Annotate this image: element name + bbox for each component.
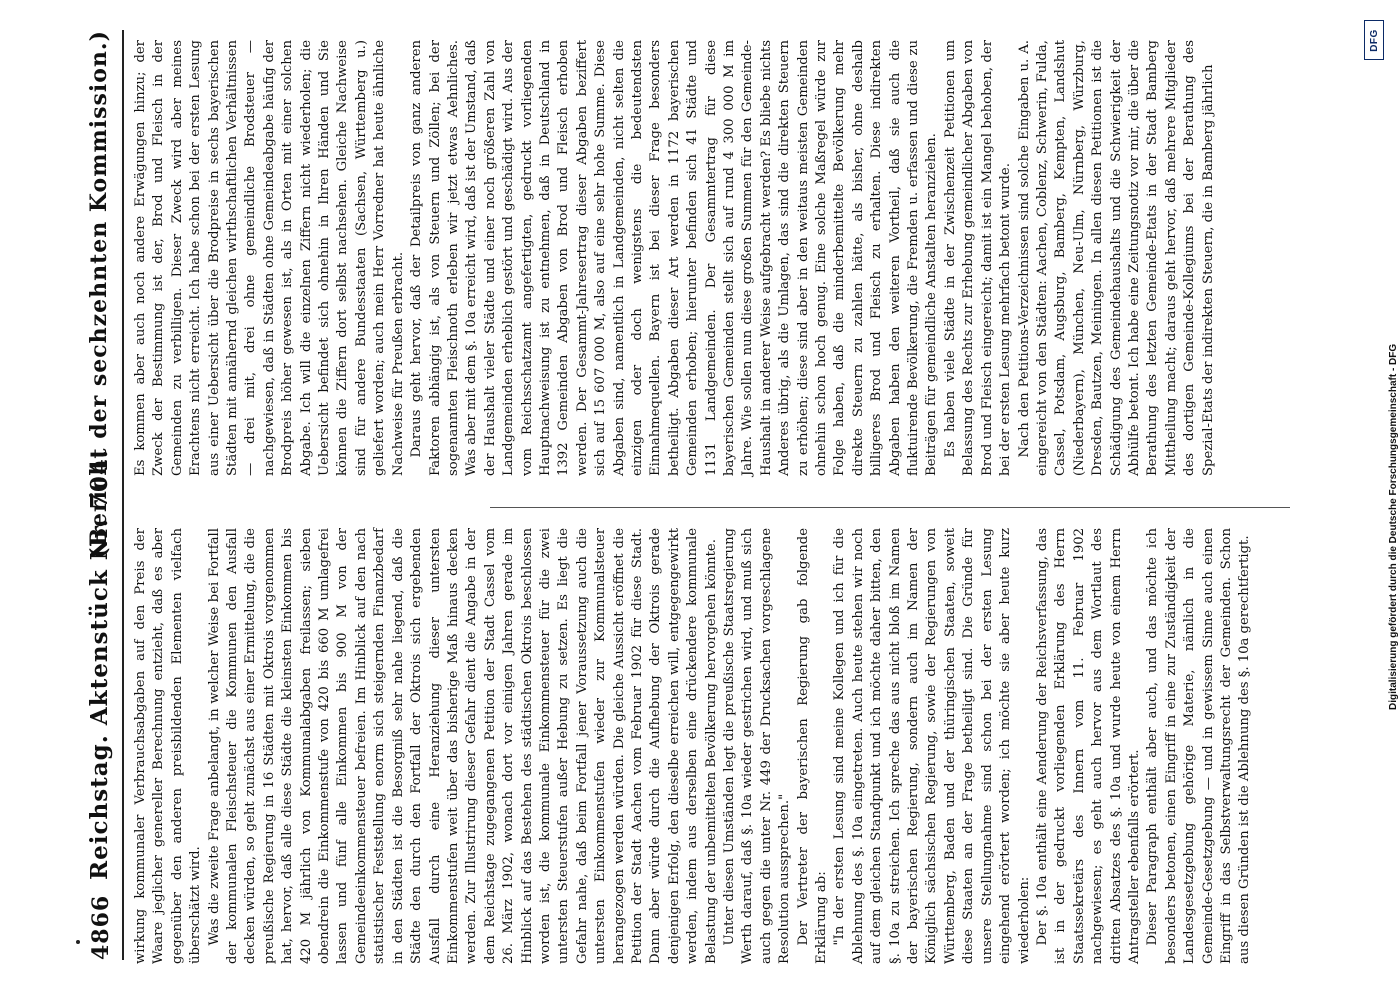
paragraph: Der §. 10a enthält eine Aenderung der Reichsverfassung, das ist in der gedruckt vorliegenden Erklärung des Herrn Staatssekretärs des Innern vom 11. Februar 1902 nachgewiesen; es geht auch hervor aus dem Wortlaut des dritten Absatzes des §. 10a und wurde heute von einem Herrn Antragsteller ebenfalls erörtert. (1034, 528, 1142, 964)
paragraph: Nach den Petitions-Verzeichnissen sind solche Eingaben u. A. eingereicht von den Städten: Aachen, Coblenz, Schwerin, Fulda, Cassel, Potsdam, Augsburg, Bamberg, Kempten, Landshut (Niederbayern), München, Neu-Ulm, Nürnberg, Würzburg, Dresden, Bautzen, Meiningen. In allen diesen Petitionen ist die Schädigung des Gemeindehaushalts und die Schwierigkeit der Abhülfe betont. Ich habe eine Zeitungsnotiz vor mir, die über die Berathung des letzten Gemeinde-Etats in der Stadt Bamberg Mittheilung macht; daraus geht hervor, daß mehrere Mitglieder des dortigen Gemeinde-Kollegiums bei der Berathung des Spezial-Etats der indirekten Steuern, die in Bamberg jährlich (1016, 40, 1216, 476)
column-divider (490, 507, 1290, 508)
paragraph: Dieser Paragraph enthält aber auch, und das möchte ich besonders betonen, einen Eingriff in eine zur Zuständigkeit der Landesgesetzgebung gehörige Materie, nämlich in die Gemeinde-Gesetzgebung — und in gewissem Sinne auch einen Eingriff in das Selbstverwaltungsrecht der Gemeinden. Schon aus diesen Gründen ist die Ablehnung des §. 10a gerechtfertigt. (1145, 528, 1253, 964)
paragraph: Es kommen aber auch noch andere Erwägungen hinzu; der Zweck der Bestimmung ist der, Brod und Fleisch in der Gemeinden zu verbilligen. Dieser Zweck wird aber meines Erachtens nicht erreicht. Ich habe schon bei der ersten Lesung aus einer Uebersicht über die Brodpreise in sechs bayerischen Städten mit annähernd gleichen wirthschaftlichen Verhältnissen — drei mit, drei ohne gemeindliche Brodsteuer — nachgewiesen, daß in Städten ohne Gemeindeabgabe häufig der Brodpreis höher gewesen ist, als in Orten mit einer solchen Abgabe. Ich will die einzelnen Ziffern nicht wiederholen; die Uebersicht befindet sich ohnehin in Ihren Händen und Sie können die Ziffern dort selbst nachsehen. Gleiche Nachweise sind für andere Bundesstaaten (Sachsen, Württemberg u.) geliefert worden; auch mein Herr Vorredner hat heute ähnliche Nachweise für Preußen erbracht. (133, 40, 406, 476)
paragraph: Was die zweite Frage anbelangt, in welcher Weise bei Fortfall der kommunalen Fleischsteuer die Kommunen den Ausfall decken würden, so geht zunächst aus einer Ermittelung, die die preußische Regierung in 16 Städten mit Oktrois vorgenommen hat, hervor, daß alle diese Städte die kleinsten Einkommen bis 420 M jährlich von Kommunalabgaben freilassen; sieben obendrein die Einkommenstufe von 420 bis 660 M umlagefrei lassen und fünf alle Einkommen bis 900 M von der Gemeindeeinkommensteuer befreien. Im Hinblick auf den nach statistischer Feststellung enorm sich steigernden Finanzbedarf in den Städten ist die Besorgniß sehr nahe liegend, daß die Städte den durch den Fortfall der Oktrois sich ergebenden Ausfall durch eine Heranziehung dieser untersten Einkommenstufen weit über das bisherige Maß hinaus decken werden. Zur Illustrirung dieser Gefahr dient die Angabe in der dem Reichstage zugegangenen Petition der Stadt Cassel vom 26. März 1902, wonach dort vor einigen Jahren gerade im Hinblick auf das Bestehen des städtischen Oktrois beschlossen worden ist, die kommunale Einkommensteuer für die zwei untersten Steuerstufen außer Hebung zu setzen. Es liegt die Gefahr nahe, daß beim Fortfall jener Voraussetzung auch die untersten Einkommenstufen wieder zur Kommunalsteuer herangezogen werden würden. Die gleiche Aussicht eröffnet die Petition der Stadt Aachen vom Februar 1902 für diese Stadt. Dann aber würde durch die Aufhebung der Oktrois gerade denjenigen Erfolg, den dieselbe erreichen will, entgegengewirkt werden, indem aus derselben eine drückendere kommunale Belastung der unbemittelten Bevölkerung hervorgehen könnte. (206, 528, 719, 964)
speck-mark (76, 940, 80, 944)
right-column (132, 40, 1216, 476)
paragraph: Es haben viele Städte in der Zwischenzeit Petitionen um Belassung des Rechts zur Erhebung gemeindlicher Abgaben von Brod und Fleisch eingereicht; damit ist ein Mangel behoben, der bei der ersten Lesung mehrfach betont wurde. (942, 40, 1014, 476)
paragraph: Unter diesen Umständen legt die preußische Staatsregierung Werth darauf, daß §. 10a wieder gestrichen wird, und muß sich auch gegen die unter Nr. 449 der Drucksachen vorgeschlagene Resolution aussprechen." (722, 528, 793, 964)
paragraph: Daraus geht hervor, daß der Detailpreis von ganz anderen Faktoren abhängig ist, als von Steuern und Zöllen; bei der sogenannten Fleischnoth erleben wir jetzt etwas Aehnliches. Was aber mit dem §. 10a erreicht wird, daß ist der Umstand, daß der Haushalt vieler Städte und einer noch größeren Zahl von Landgemeinden erheblich gestört und geschädigt wird. Aus der vom Reichsschatzamt angefertigten, gedruckt vorliegenden Hauptnachweisung ist zu entnehmen, daß in Deutschland in 1392 Gemeinden Abgaben von Brod und Fleisch erhoben werden. Der Gesammt-Jahresertrag dieser Abgaben beziffert sich auf 15 607 000 M, also auf eine sehr hohe Summe. Diese Abgaben sind, namentlich in Landgemeinden, nicht selten die einzigen oder doch wenigstens die bedeutendsten Einnahmequellen. Bayern ist bei dieser Frage besonders betheiligt. Abgaben dieser Art werden in 1172 bayerischen Gemeinden erhoben; hierunter befinden sich 41 Städte und 1131 Landgemeinden. Der Gesammtertrag für diese bayerischen Gemeinden stellt sich auf rund 4 300 000 M im Jahre. Wie sollen nun diese großen Summen für den Gemeinde-Haushalt in anderer Weise aufgebracht werden? Es bliebe nichts Anderes übrig, als die Umlagen, das sind die direkten Steuern zu erhöhen; diese sind aber in den weitaus meisten Gemeinden ohnehin schon hoch genug. Eine solche Maßregel würde zur Folge haben, daß die minderbemittelte Bevölkerung mehr direkte Steuern zu zahlen hätte, als bisher, ohne deshalb billigeres Brod und Fleisch zu erhalten. Diese indirekten Abgaben haben den weiteren Vortheil, daß sie auch die fluktuirende Bevölkerung, die Fremden u. erfassen und diese zu Beiträgen für gemeindliche Anstalten heranziehen. (409, 40, 940, 476)
paragraph: "In der ersten Lesung sind meine Kollegen und ich für die Ablehnung des §. 10a eingetreten. Auch heute stehen wir noch auf dem gleichen Standpunkt und ich möchte daher bitten, den §. 10a zu streichen. Ich spreche das aus nicht bloß im Namen der bayerischen Regierung, sondern auch im Namen der Königlich sächsischen Regierung, sowie der Regierungen von Württemberg, Baden und der thüringischen Staaten, soweit diese Staaten an der Frage betheiligt sind. Die Gründe für unsere Stellungnahme sind schon bei der ersten Lesung eingehend erörtert worden; ich möchte sie aber heute kurz wiederholen: (832, 528, 1032, 964)
page-title: Reichstag. Aktenstück Nr. 704. (86, 449, 113, 880)
page-number: 4866 (88, 894, 114, 960)
paragraph: Der Vertreter der bayerischen Regierung gab folgende Erklärung ab: (795, 528, 830, 964)
header-rule (122, 30, 124, 960)
page-header (84, 30, 118, 960)
left-column (132, 528, 1253, 964)
dfg-logo: DFG (1364, 20, 1384, 60)
credit-text: Digitalisierung gefördert durch die Deutsche Forschungsgemeinschaft - DFG (1388, 343, 1399, 710)
paragraph: wirkung kommunaler Verbrauchsabgaben auf den Preis der Waare jeglicher genereller Berechnung entzieht, daß es aber gegenüber den anderen preisbildenden Elementen vielfach überschätzt wird. (133, 528, 204, 964)
digitization-credit (1360, 20, 1399, 980)
section-title: (Bericht der sechzehnten Kommission.) (86, 30, 112, 558)
